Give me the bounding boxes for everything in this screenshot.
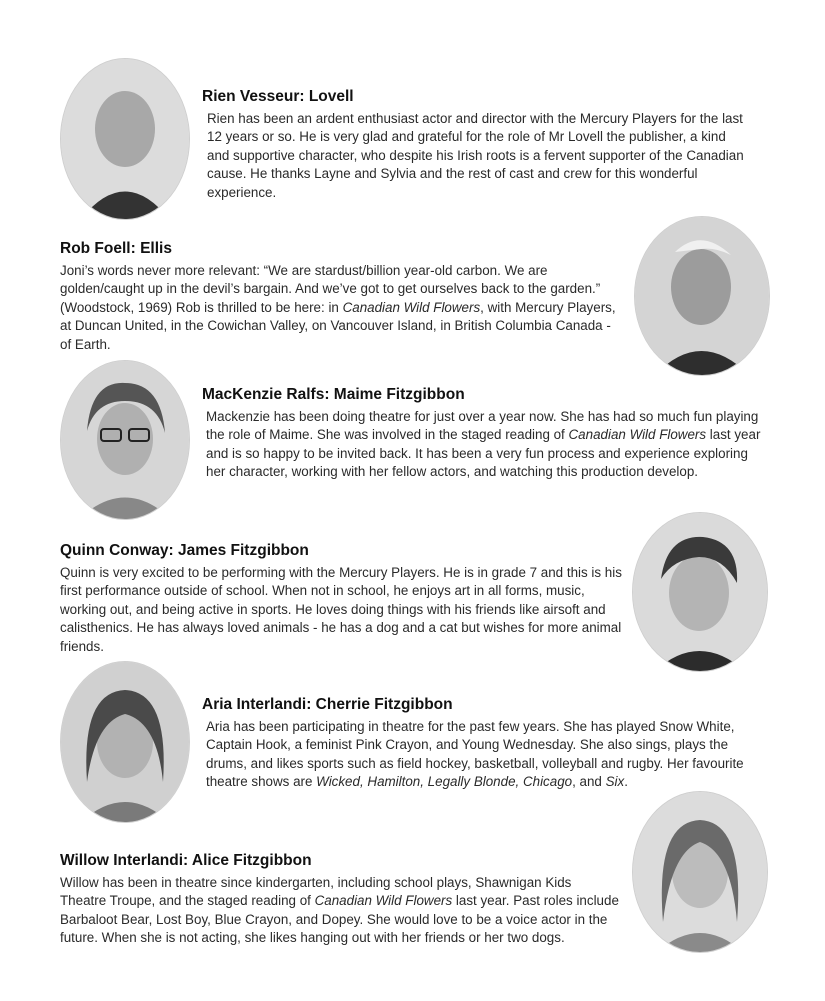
- bio-rien-vesseur: [202, 88, 747, 202]
- bio-rob-foell: [60, 240, 622, 354]
- bio-heading: Quinn Conway: James Fitzgibbon: [60, 542, 309, 559]
- bio-mackenzie-ralfs: [202, 386, 762, 482]
- photo-rien-vesseur: [60, 58, 190, 220]
- photo-aria-interlandi: [60, 661, 190, 823]
- bio-willow-interlandi: [60, 852, 620, 948]
- bio-text: Quinn is very excited to be performing with the Mercury Players. He is in grade 7 and this is his first performance outside of school. When not in school, he enjoys art in all forms, music, working out, and being active in sports. He loves doing things with his friends like airsoft and calisthenics. He has always loved animals - he has a dog and a cat but wishes for more animal friends.: [60, 565, 622, 654]
- photo-quinn-conway: [632, 512, 768, 672]
- bio-text: Aria has been participating in theatre for the past few years. She has played Snow White, Captain Hook, a feminist Pink Crayon, and Young Wednesday. She also sings, plays the drums, and likes sports such as field hockey, basketball, volleyball and rugby. Her favourite theatre shows are Wicked, Hamilton, Legally Blonde, Chicago, and Six.: [206, 719, 744, 790]
- bio-aria-interlandi: [202, 696, 762, 792]
- bio-text: Joni’s words never more relevant: “We are stardust/billion year-old carbon. We are golden/caught up in the devil’s bargain. And we’ve got to get ourselves back to the garden.” (Woodstock, 1969) Rob is thrilled to be here: in Canadian Wild Flowers, with Mercury Players, at Duncan United, in the Cowichan Valley, on Vancouver Island, in British Columbia Canada - of Earth.: [60, 263, 616, 352]
- bio-heading: MacKenzie Ralfs: Maime Fitzgibbon: [202, 386, 465, 403]
- bio-text: Rien has been an ardent enthusiast actor and director with the Mercury Players for the last 12 years or so. He is very glad and grateful for the role of Mr Lovell the publisher, a kind and supportive character, who despite his Irish roots is a fervent supporter of the Canadian cause. He thanks Layne and Sylvia and the rest of cast and crew for this wonderful experience.: [207, 111, 744, 200]
- bio-text: Mackenzie has been doing theatre for just over a year now. She has had so much fun playing the role of Maime. She was involved in the staged reading of Canadian Wild Flowers last year and is so happy to be invited back. It has been a very fun process and experience exploring her character, working with her fellow actors, and watching this production develop.: [206, 409, 761, 480]
- bio-heading: Rob Foell: Ellis: [60, 240, 172, 257]
- bio-heading: Aria Interlandi: Cherrie Fitzgibbon: [202, 696, 453, 713]
- bio-text: Willow has been in theatre since kindergarten, including school plays, Shawnigan Kids Theatre Troupe, and the staged reading of Canadian Wild Flowers last year. Past roles include Barbaloot Bear, Lost Boy, Blue Crayon, and Dopey. She would love to be a voice actor in the future. When she is not acting, she likes hanging out with her friends or her two dogs.: [60, 875, 619, 946]
- bio-quinn-conway: [60, 542, 622, 656]
- bio-heading: Willow Interlandi: Alice Fitzgibbon: [60, 852, 312, 869]
- photo-willow-interlandi: [632, 791, 768, 953]
- photo-mackenzie-ralfs: [60, 360, 190, 520]
- bio-heading: Rien Vesseur: Lovell: [202, 88, 354, 105]
- photo-rob-foell: [634, 216, 770, 376]
